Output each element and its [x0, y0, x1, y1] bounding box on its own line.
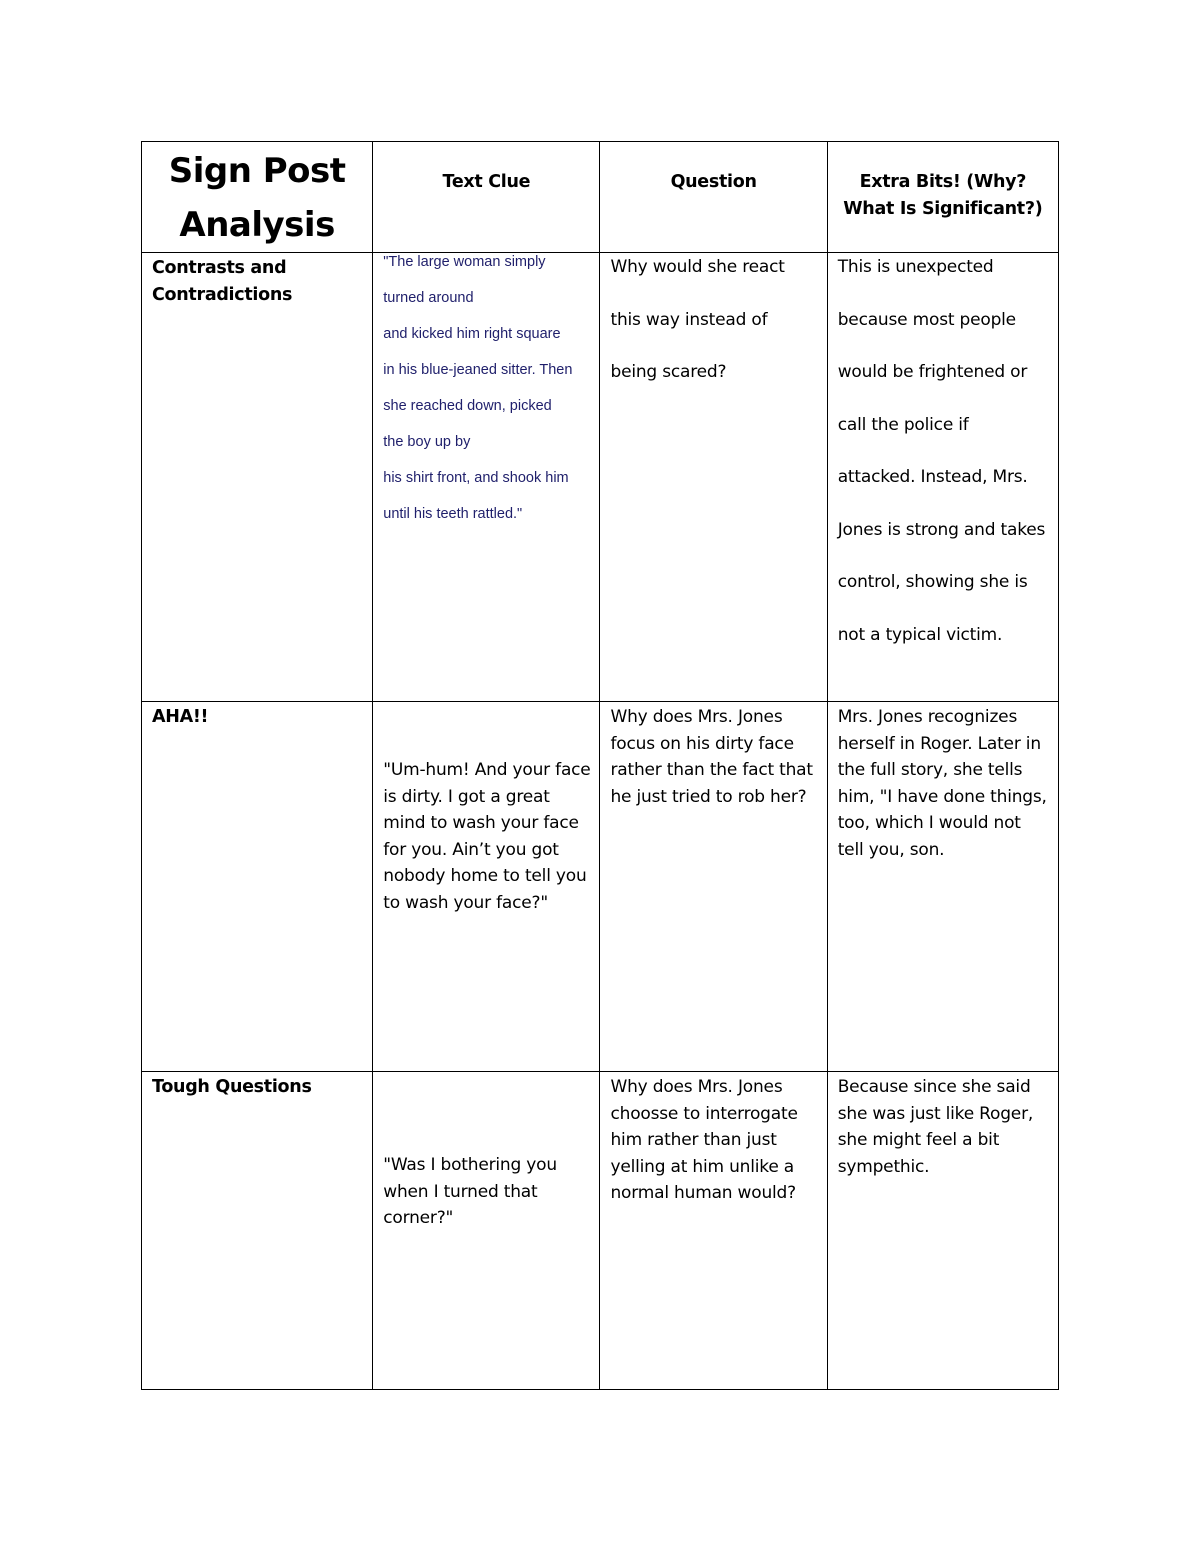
quote-line: in his blue-jeaned sitter. Then — [383, 362, 573, 378]
header-row — [142, 142, 1059, 253]
extra-text: This is unexpected because most people would be frightened or call the police if attacked. Instead, Mrs. Jones is strong and takes control, showing she is not a typical victim. — [837, 257, 1046, 645]
extra-cell — [827, 702, 1058, 1072]
row-label-cell — [142, 702, 373, 1072]
quote-line: until his teeth rattled." — [383, 506, 523, 522]
extra-cell — [827, 253, 1058, 702]
quote-line: his shirt front, and shook him — [383, 470, 569, 486]
header-text-clue-cell — [373, 142, 600, 253]
table-row — [142, 702, 1059, 1072]
table-row — [142, 253, 1059, 702]
header-question-cell — [600, 142, 827, 253]
quote-line: the boy up by — [383, 434, 471, 450]
question-cell — [600, 253, 827, 702]
question-cell — [600, 1072, 827, 1390]
question-text: Why does Mrs. Jones focus on his dirty face rather than the fact that he just tried to rob her? — [610, 707, 813, 807]
column-header-text-clue: Text Clue — [442, 172, 531, 192]
quote-line: turned around — [383, 290, 474, 306]
text-clue-quote: "Um-hum! And your face is dirty. I got a great mind to wash your face for you. Ain’t you got nobody home to tell you to wash your face?" — [383, 760, 591, 913]
extra-text: Because since she said she was just like Roger, she might feel a bit sympethic. — [837, 1077, 1034, 1177]
extra-cell — [827, 1072, 1058, 1390]
question-text: Why would she react this way instead of being scared? — [610, 257, 785, 382]
table-row — [142, 1072, 1059, 1390]
text-clue-cell — [373, 253, 600, 702]
row-label: Contrasts and Contradictions — [152, 258, 293, 305]
column-header-extra-bits: Extra Bits! (Why? What Is Significant?) — [843, 172, 1043, 219]
question-text: Why does Mrs. Jones choosse to interrogate him rather than just yelling at him unlike a normal human would? — [610, 1077, 798, 1203]
title-cell — [142, 142, 373, 253]
sign-post-analysis-table — [141, 141, 1059, 1390]
row-label: AHA!! — [152, 707, 209, 727]
text-clue-cell — [373, 702, 600, 1072]
header-extra-cell — [827, 142, 1058, 253]
quote-line: she reached down, picked — [383, 398, 552, 414]
row-label-cell — [142, 1072, 373, 1390]
text-clue-cell — [373, 1072, 600, 1390]
text-clue-quote: "Was I bothering you when I turned that corner?" — [383, 1155, 557, 1228]
page-title: Sign Post Analysis — [168, 151, 346, 245]
question-cell — [600, 702, 827, 1072]
row-label: Tough Questions — [152, 1077, 312, 1097]
quote-line: and kicked him right square — [383, 326, 561, 342]
row-label-cell — [142, 253, 373, 702]
text-clue-quote — [373, 253, 599, 541]
extra-text: Mrs. Jones recognizes herself in Roger. Later in the full story, she tells him, "I have done things, too, which I would not tell you, son. — [837, 707, 1047, 860]
column-header-question: Question — [670, 172, 757, 192]
quote-line: "The large woman simply — [383, 254, 546, 270]
